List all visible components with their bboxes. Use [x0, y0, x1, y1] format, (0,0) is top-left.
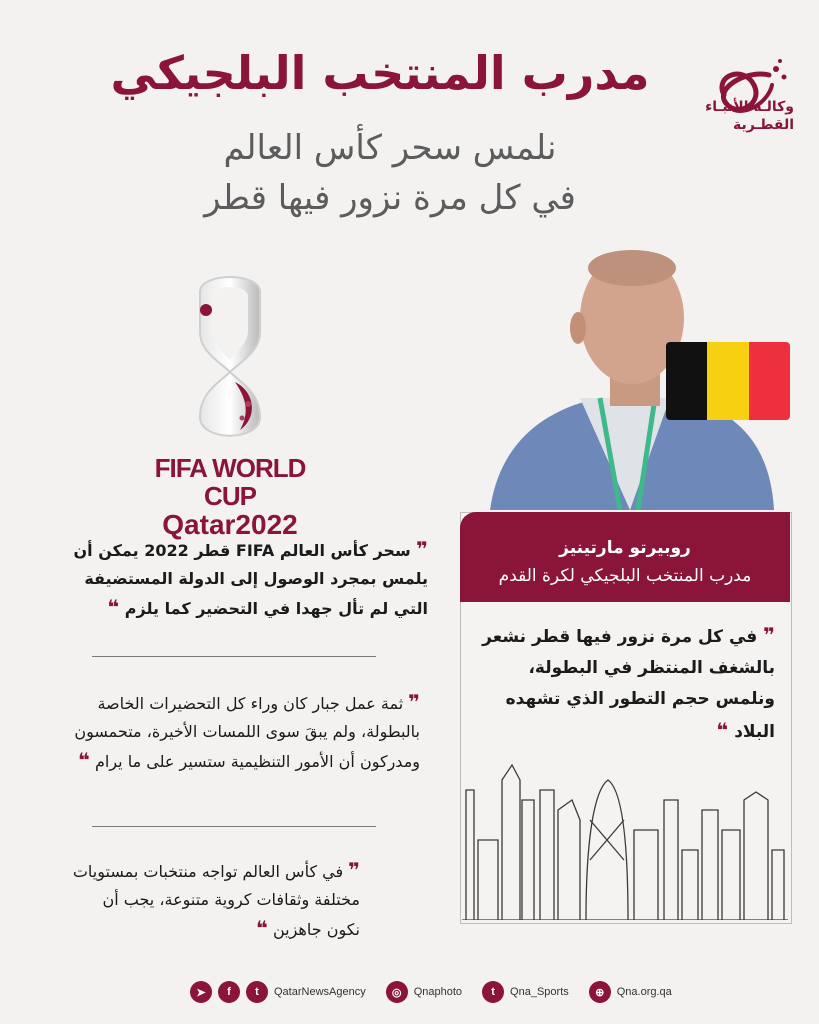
telegram-icon[interactable]: ➤: [190, 981, 212, 1003]
twitter-handle-qatarnewsagency[interactable]: QatarNewsAgency: [274, 986, 366, 998]
website-link[interactable]: Qna.org.qa: [616, 986, 672, 998]
coach-name: روبيرتو مارتينيز: [559, 538, 691, 558]
quote-2-text: ثمة عمل جبار كان وراء كل التحضيرات الخاصة بالبطولة، ولم يبقَ سوى اللمسات الأخيرة، متحمسون ومدركون أن الأمور التنظيمية ستسير على ما يرام: [74, 694, 420, 771]
logo-line-1: وكالـة الأنبـاء: [705, 99, 794, 115]
twitter-icon[interactable]: t: [482, 981, 504, 1003]
quote-1-text: سحر كأس العالم FIFA قطر 2022 يمكن أن يلمس بمجرد الوصول إلى الدولة المستضيفة التي لم تأل جهدا في التحضير كما يلزم: [73, 541, 428, 618]
quote-1: [48, 535, 428, 623]
social-footer: [190, 980, 686, 1004]
page-subtitle-line-2: في كل مرة نزور فيها قطر: [204, 178, 576, 218]
world-cup-wordmark: [130, 454, 330, 540]
divider-2: [92, 826, 376, 827]
qna-logo-text: [694, 98, 794, 134]
wordmark-line-2: Qatar2022: [162, 509, 298, 540]
logo-line-2: القطـرية: [732, 117, 794, 133]
quote-mark-close: ❝: [716, 718, 729, 742]
instagram-handle[interactable]: Qnaphoto: [413, 986, 463, 998]
belgium-flag-icon: [666, 342, 790, 420]
page-subtitle-line-1: نلمس سحر كأس العالم: [223, 128, 557, 168]
wordmark-line-1: FIFA WORLD CUP: [154, 453, 306, 511]
flag-stripe-red: [749, 342, 790, 420]
quote-mark-open: ❞: [763, 623, 775, 647]
quote-3: [70, 856, 360, 944]
instagram-icon[interactable]: ◎: [386, 981, 408, 1003]
quote-mark-open: ❞: [416, 537, 428, 561]
flag-stripe-yellow: [707, 342, 748, 420]
twitter-icon[interactable]: t: [246, 981, 268, 1003]
flag-stripe-black: [666, 342, 707, 420]
page-title: مدرب المنتخب البلجيكي: [110, 46, 650, 100]
coach-role: مدرب المنتخب البلجيكي لكرة القدم: [498, 566, 752, 586]
divider-1: [92, 656, 376, 657]
quote-mark-open: ❞: [348, 858, 360, 882]
facebook-icon[interactable]: f: [218, 981, 240, 1003]
twitter-handle-sports[interactable]: Qna_Sports: [510, 986, 569, 998]
quote-2: [70, 688, 420, 776]
quote-3-text: في كأس العالم تواجه منتخبات بمستويات مختلفة وثقافات كروية متنوعة، يجب أن نكون جاهزين: [72, 862, 360, 939]
quote-mark-close: ❝: [107, 595, 120, 619]
globe-icon[interactable]: ⊕: [589, 981, 611, 1003]
quote-mark-close: ❝: [78, 748, 90, 772]
quote-mark-open: ❞: [408, 690, 420, 714]
card-quote: [480, 620, 775, 748]
doha-skyline-illustration: [462, 760, 788, 920]
quote-mark-close: ❝: [256, 916, 268, 940]
world-cup-emblem-icon: [180, 272, 280, 442]
card-quote-text: في كل مرة نزور فيها قطر نشعر بالشغف المنتظر في البطولة، ونلمس حجم التطور الذي تشهده البلاد: [482, 627, 775, 742]
